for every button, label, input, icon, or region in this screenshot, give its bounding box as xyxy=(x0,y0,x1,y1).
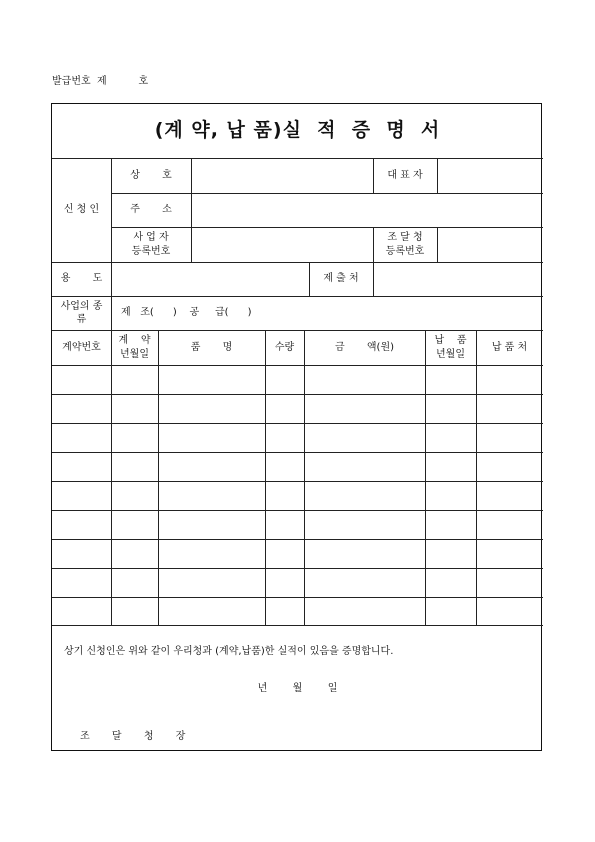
table-row[interactable] xyxy=(52,539,543,568)
header-amount: 금 액(원) xyxy=(334,341,395,353)
certificate-form xyxy=(51,103,542,751)
table-row[interactable] xyxy=(52,481,543,510)
issuer-title: 조 달 청 장 xyxy=(80,731,186,742)
trade-name-field[interactable] xyxy=(191,158,373,193)
certification-statement: 상기 신청인은 위와 같이 우리청과 (계약,납품)한 실적이 있음을 증명합니다. xyxy=(64,646,394,657)
table-row[interactable] xyxy=(52,365,543,394)
procurement-reg-field[interactable] xyxy=(437,227,543,262)
submit-to-field[interactable] xyxy=(373,262,543,296)
business-type-label: 사업의 종 류 xyxy=(60,300,103,325)
table-row[interactable] xyxy=(52,510,543,539)
business-reg-label: 사 업 자 등록번호 xyxy=(131,232,171,257)
submit-to-label: 제 출 처 xyxy=(323,273,359,285)
header-quantity: 수량 xyxy=(274,341,295,353)
header-contract-date: 계 약 년월일 xyxy=(118,335,151,360)
trade-name-label: 상 호 xyxy=(130,169,172,181)
address-label: 주 소 xyxy=(130,204,172,216)
header-delivery-place: 납 품 처 xyxy=(491,341,528,353)
purpose-label: 용 도 xyxy=(60,273,103,285)
header-item: 품 명 xyxy=(190,341,233,353)
business-reg-field[interactable] xyxy=(191,227,373,262)
table-row[interactable] xyxy=(52,452,543,481)
applicant-section-label: 신 청 인 xyxy=(63,204,100,216)
header-delivery-date: 납 품 년월일 xyxy=(434,335,467,360)
date-line: 년 월 일 xyxy=(257,683,338,694)
procurement-reg-label: 조 달 청 등록번호 xyxy=(385,232,425,257)
table-row[interactable] xyxy=(52,394,543,423)
address-field[interactable] xyxy=(191,193,543,227)
form-title: (계 약, 납 품)실 적 증 명 서 xyxy=(154,119,441,142)
business-type-options[interactable]: 제 조( ) 공 급( ) xyxy=(121,307,252,319)
header-contract-no: 계약번호 xyxy=(62,341,101,353)
representative-label: 대 표 자 xyxy=(387,169,423,181)
table-row[interactable] xyxy=(52,568,543,597)
issue-number: 발급번호 제 호 xyxy=(52,76,149,87)
purpose-field[interactable] xyxy=(111,262,309,296)
table-row[interactable] xyxy=(52,423,543,452)
representative-field[interactable] xyxy=(437,158,543,193)
table-row[interactable] xyxy=(52,597,543,625)
